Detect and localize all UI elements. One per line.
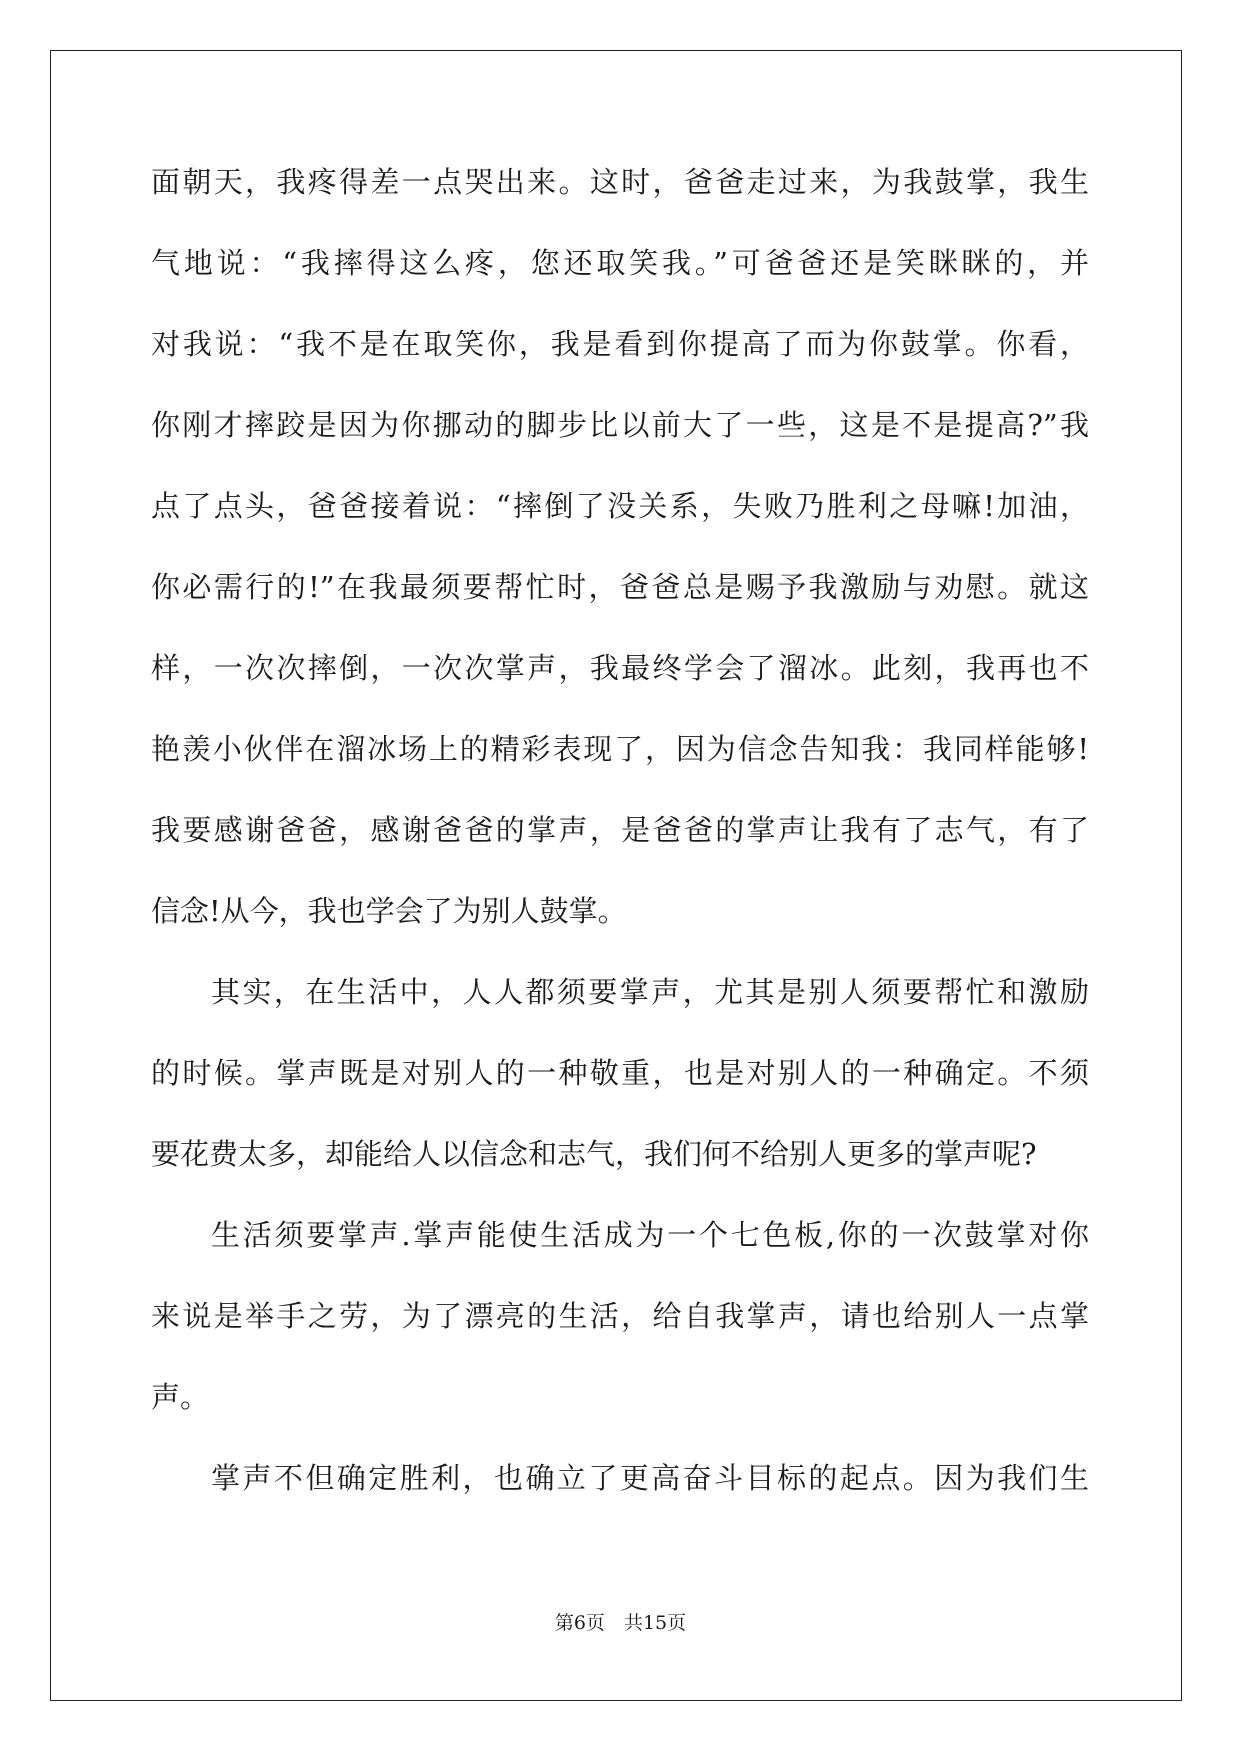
document-body xyxy=(151,162,1089,1539)
text-line: 掌声不但确定胜利，也确立了更高奋斗目标的起点。因为我们生 xyxy=(211,1461,1089,1495)
text-line: 信念!从今，我也学会了为别人鼓掌。 xyxy=(151,894,627,928)
text-line: 点了点头，爸爸接着说：“摔倒了没关系，失败乃胜利之母嘛!加油， xyxy=(151,489,1089,523)
text-line: 面朝天，我疼得差一点哭出来。这时，爸爸走过来，为我鼓掌，我生 xyxy=(151,165,1089,199)
text-line: 生活须要掌声.掌声能使生活成为一个七色板,你的一次鼓掌对你 xyxy=(211,1218,1089,1252)
text-line: 你刚才摔跤是因为你挪动的脚步比以前大了一些，这是不是提高?”我 xyxy=(151,408,1089,442)
text-line: 要花费太多，却能给人以信念和志气，我们何不给别人更多的掌声呢? xyxy=(151,1137,1037,1171)
text-line: 气地说：“我摔得这么疼，您还取笑我。”可爸爸还是笑眯眯的，并 xyxy=(151,246,1089,280)
text-line: 艳羡小伙伴在溜冰场上的精彩表现了，因为信念告知我：我同样能够! xyxy=(151,732,1089,766)
text-line: 其实，在生活中，人人都须要掌声，尤其是别人须要帮忙和激励 xyxy=(211,975,1089,1009)
text-line: 对我说：“我不是在取笑你，我是看到你提高了而为你鼓掌。你看， xyxy=(151,327,1089,361)
text-line: 来说是举手之劳，为了漂亮的生活，给自我掌声，请也给别人一点掌 xyxy=(151,1299,1089,1333)
page-number-footer: 第6页 共15页 xyxy=(554,1612,687,1634)
text-line: 你必需行的!”在我最须要帮忙时，爸爸总是赐予我激励与劝慰。就这 xyxy=(151,570,1089,604)
text-line: 声。 xyxy=(151,1380,210,1414)
text-line: 样，一次次摔倒，一次次掌声，我最终学会了溜冰。此刻，我再也不 xyxy=(151,651,1089,685)
text-line: 的时候。掌声既是对别人的一种敬重，也是对别人的一种确定。不须 xyxy=(151,1056,1089,1090)
text-line: 我要感谢爸爸，感谢爸爸的掌声，是爸爸的掌声让我有了志气，有了 xyxy=(151,813,1089,847)
